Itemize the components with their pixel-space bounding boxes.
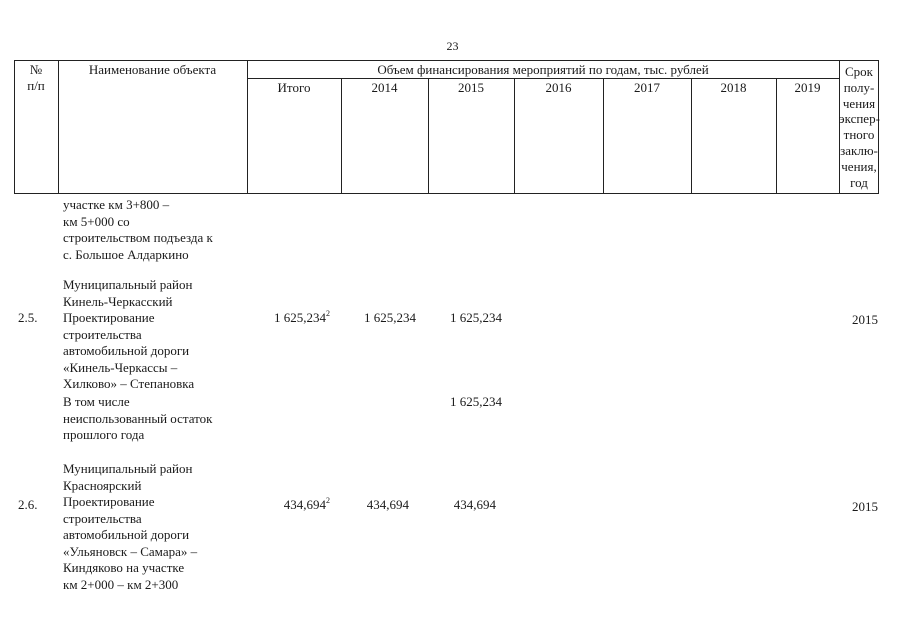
sub-item-name: В том числе неиспользованный остаток прошлого года <box>63 394 213 442</box>
object-name: Муниципальный район Красноярский Проектирование строительства автомобильной дороги «Ульяновск – Самара» – Киндяково на участке км 2+000 – км 2+300 <box>63 461 198 592</box>
value-2015: 434,694 <box>453 497 496 512</box>
footnote-mark: 2 <box>326 308 330 318</box>
sub-value-2015: 1 625,234 <box>450 394 502 409</box>
header-term: Срок полу- чения экспер- тного заклю- чения, год <box>839 64 880 190</box>
total-value: 1 625,234$^2$ <box>274 308 330 325</box>
header-year: 2019 <box>794 80 821 95</box>
header-year: 2016 <box>545 80 572 95</box>
divider <box>247 78 839 79</box>
term-year: 2015 <box>852 312 878 327</box>
continuation-text: участке км 3+800 – км 5+000 со строительством подъезда к с. Большое Алдаркино <box>63 197 213 262</box>
row-number: 2.6. <box>18 497 38 512</box>
header-name: Наименование объекта <box>88 62 217 77</box>
footnote-mark: 2 <box>326 495 330 505</box>
value-2014: 434,694 <box>366 497 409 512</box>
page-number: 23 <box>446 39 459 53</box>
header-total: Итого <box>277 80 311 95</box>
divider <box>58 60 59 194</box>
header-year: 2018 <box>720 80 747 95</box>
term-year: 2015 <box>852 499 878 514</box>
header-financing: Объем финансирования мероприятий по годам, тыс. рублей <box>377 62 709 77</box>
header-year: 2015 <box>458 80 484 95</box>
header-year: 2014 <box>371 80 398 95</box>
header-year: 2017 <box>634 80 660 95</box>
object-name: Муниципальный район Кинель-Черкасский Проектирование строительства автомобильной дороги «Кинель-Черкассы – Хилково» – Степановка <box>63 277 195 391</box>
value-2015: 1 625,234 <box>450 310 502 325</box>
value-2014: 1 625,234 <box>364 310 416 325</box>
header-no: № п/п <box>27 62 45 93</box>
total-value: 434,694$^2$ <box>283 495 330 512</box>
row-number: 2.5. <box>18 310 38 325</box>
